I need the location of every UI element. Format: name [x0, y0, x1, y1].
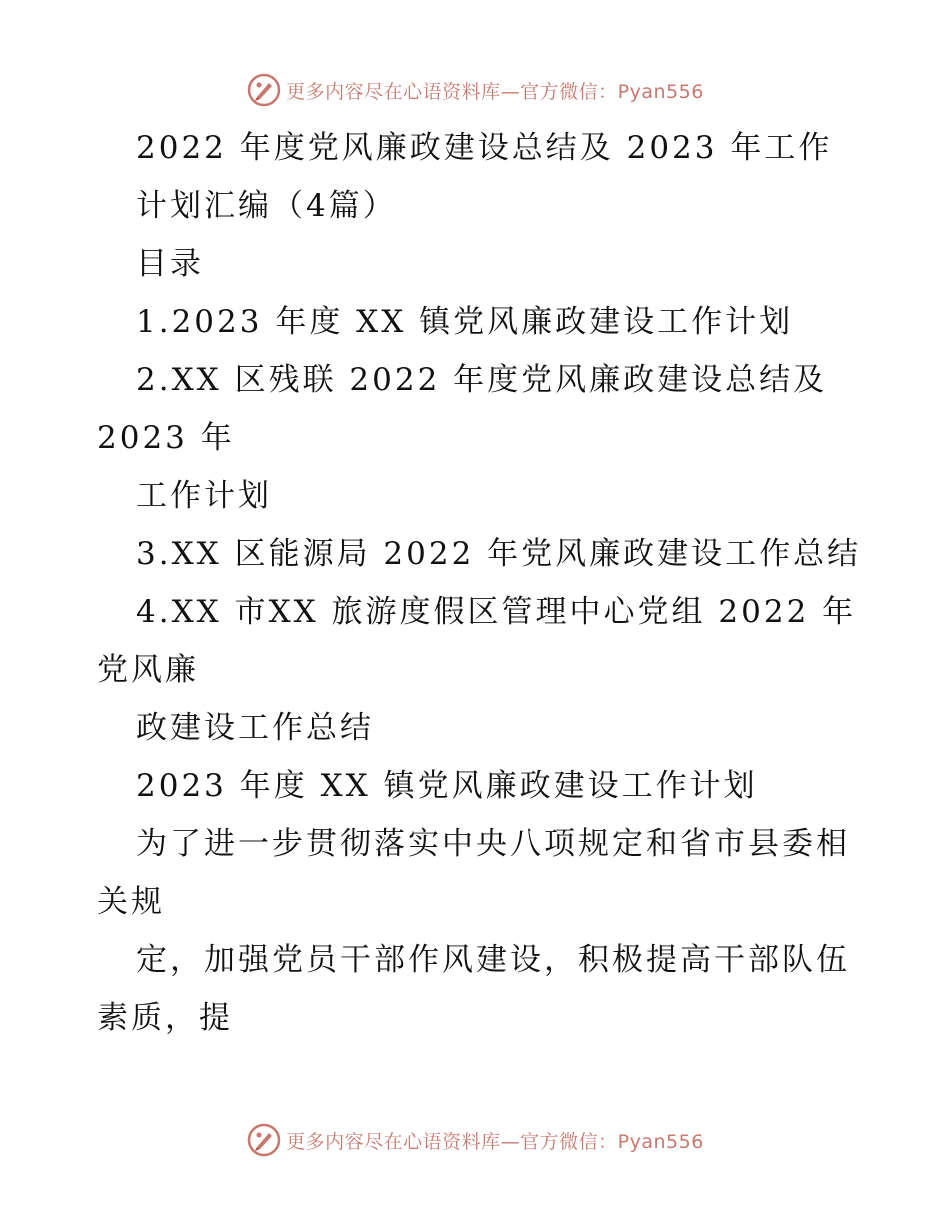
- watermark-text: 更多内容尽在心语资料库—官方微信：Pyan556: [286, 80, 704, 103]
- toc-item-2: 2.XX 区残联 2022 年度党风廉政建设总结及: [136, 362, 828, 398]
- section-heading: 2023 年度 XX 镇党风廉政建设工作计划: [136, 768, 758, 804]
- paragraph-line: 为了进一步贯彻落实中央八项规定和省市县委相: [136, 826, 850, 862]
- toc-item-4-cont: 党风廉: [97, 652, 199, 688]
- header-watermark-banner: [0, 70, 950, 110]
- doc-title-line-1: 2022 年度党风廉政建设总结及 2023 年工作: [136, 130, 833, 166]
- toc-heading: 目录: [136, 246, 204, 282]
- pen-logo-icon: [246, 72, 282, 108]
- toc-item-3: 3.XX 区能源局 2022 年党风廉政建设工作总结: [136, 536, 862, 572]
- footer-watermark-banner: [0, 1120, 950, 1160]
- paragraph-line: 定，加强党员干部作风建设，积极提高干部队伍: [136, 942, 850, 978]
- toc-item-4: 4.XX 市XX 旅游度假区管理中心党组 2022 年: [136, 594, 857, 630]
- watermark-text: 更多内容尽在心语资料库—官方微信：Pyan556: [286, 1130, 704, 1153]
- paragraph-line: 素质，提: [97, 1000, 233, 1036]
- pen-logo-icon: [246, 1122, 282, 1158]
- toc-item-2-cont2: 工作计划: [136, 478, 272, 514]
- paragraph-line: 关规: [97, 884, 165, 920]
- doc-title-line-2: 计划汇编（4篇）: [136, 188, 397, 224]
- toc-item-2-cont: 2023 年: [97, 420, 235, 456]
- toc-item-1: 1.2023 年度 XX 镇党风廉政建设工作计划: [136, 304, 794, 340]
- toc-item-4-cont2: 政建设工作总结: [136, 710, 374, 746]
